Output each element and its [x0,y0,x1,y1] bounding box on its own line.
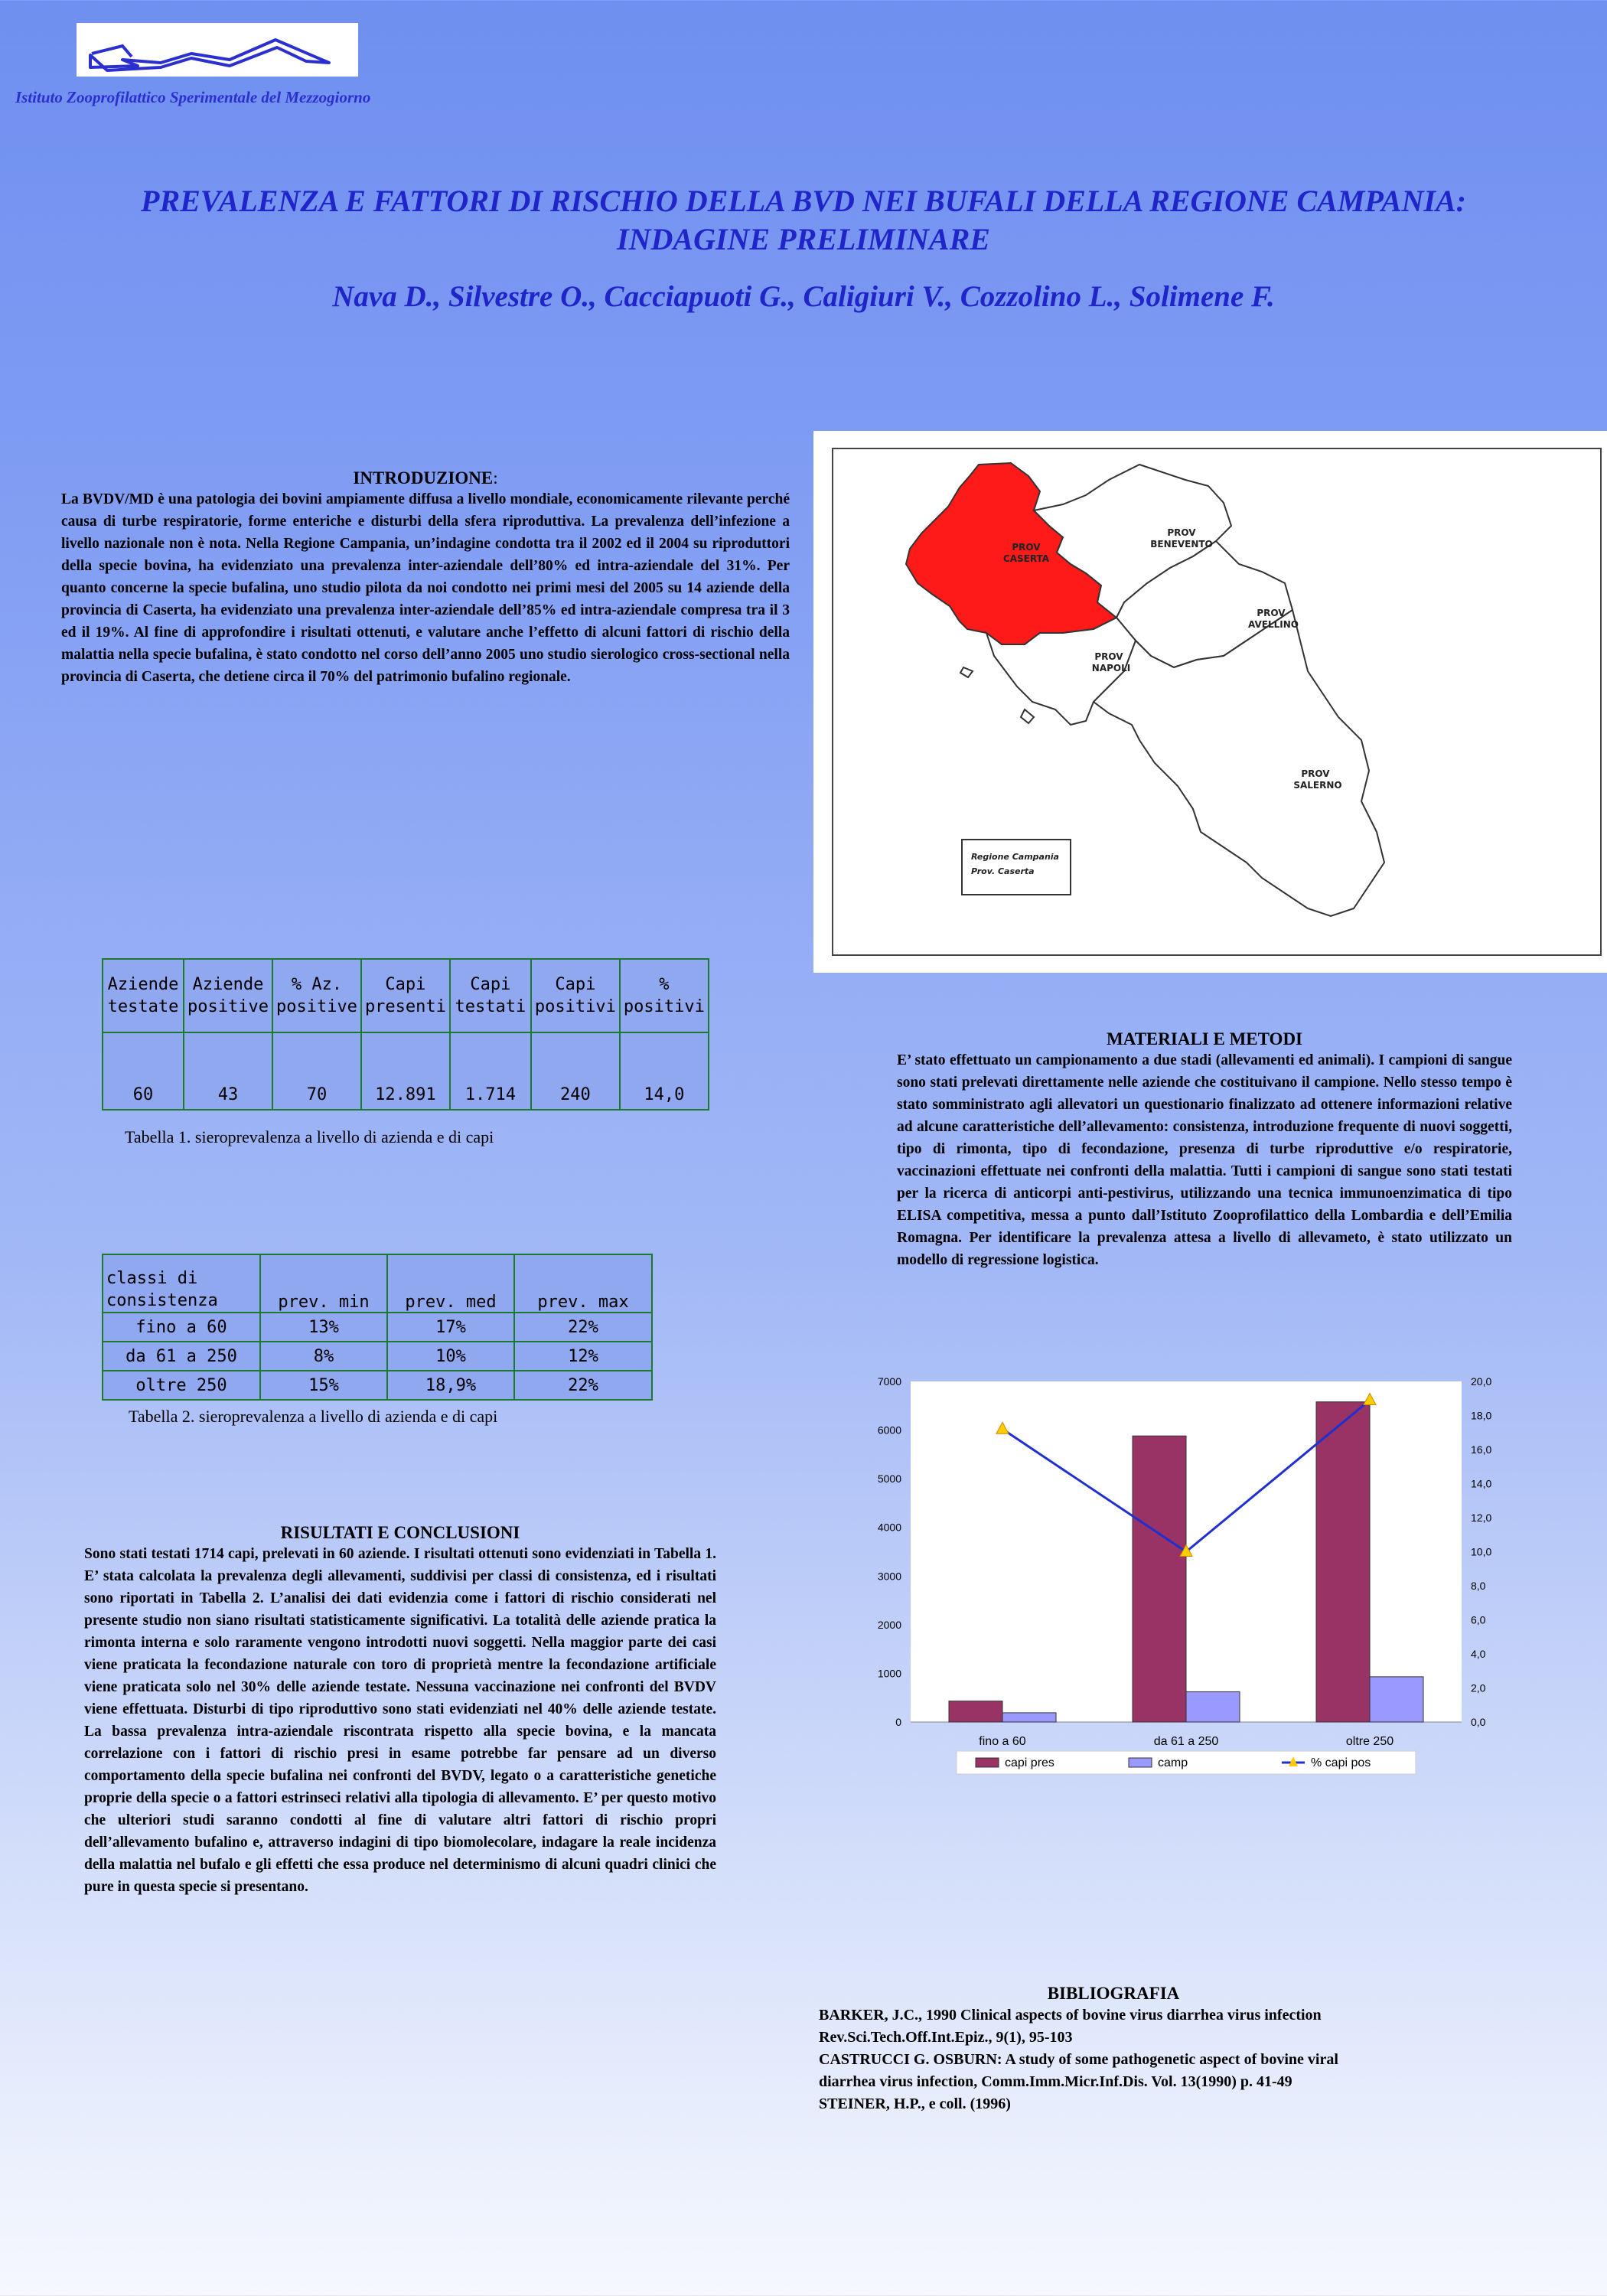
bibliography-line: Rev.Sci.Tech.Off.Int.Epiz., 9(1), 95-103 [819,2029,1073,2046]
legend-swatch [976,1758,999,1767]
y-left-tick-label: 6000 [877,1424,901,1437]
table-2-cell: 15% [260,1371,387,1400]
table-2-cell: 22% [514,1313,652,1342]
legend-label: camp [1158,1756,1188,1769]
x-tick-label: da 61 a 250 [1153,1735,1219,1748]
map-drawing [833,449,1600,954]
table-2-cell: 10% [387,1342,514,1371]
poster-title-line1: PREVALENZA E FATTORI DI RISCHIO DELLA BVD NEI BUFALI DELLA REGIONE CAMPANIA: [141,184,1466,218]
bar-camp [1002,1713,1056,1722]
table-2-cell: 17% [387,1313,514,1342]
poster-title [77,182,1530,259]
table-1-header: % Az. positive [272,959,361,1032]
bibliography-title: BIBLIOGRAFIA [1047,1984,1180,2003]
bar-camp [1370,1677,1423,1722]
label-caserta-line1: PROV [1012,542,1041,553]
x-tick-label: fino a 60 [979,1735,1026,1748]
label-avellino-line1: PROV [1257,608,1286,618]
table-2-cell: 12% [514,1342,652,1371]
results-section [84,1523,716,1898]
table-2-cell: 22% [514,1371,652,1400]
table-2-header: classi di consistenza [103,1254,260,1313]
table-2-cell: 13% [260,1313,387,1342]
table-1-header: Capi testati [450,959,531,1032]
label-napoli-line1: PROV [1094,651,1123,662]
table-2-row [103,1371,652,1400]
methods-text: E’ stato effettuato un campionamento a due stadi (allevamenti ed animali). I campioni di sangue sono stati prelevati direttamente nelle aziende che costituivano il campione. Nello stesso tempo è stato somministrato agli allevatori un questionario finalizzato ad ottenere informazioni relative ad alcune caratteristiche dell’allevamento: consistenza, introduzione frequente di nuovi soggetti, tipo di rimonta, tipo di fecondazione, presenza di turbe riproduttive e/o respiratorie, vaccinazioni effettuate nei confronti della malattia. Tutti i campioni di sangue sono stati testati per la ricerca di anticorpi anti-pestivirus, utilizzando una tecnica immunoenzimatica di tipo ELISA competitiva, messa a punto dall’Istituto Zooprofilattico della Lombardia e dell’Emilia Romagna. Per identificare la prevalenza attesa a livello di allevameto, è stato utilizzato un modello di regressione logistica. [897,1052,1512,1268]
province-salerno [1091,610,1384,916]
bar-capi-pres [1316,1402,1370,1722]
table-1-cell: 1.714 [450,1032,531,1110]
table-1-value-row [103,1032,709,1110]
table-2-cell: 8% [260,1342,387,1371]
logo-mark-icon [77,23,358,77]
table-2-caption: Tabella 2. sieroprevalenza a livello di azienda e di capi [129,1407,498,1426]
table-1-caption: Tabella 1. sieroprevalenza a livello di azienda e di capi [125,1127,494,1146]
bibliography-line: diarrhea virus infection, Comm.Imm.Micr.Inf.Dis. Vol. 13(1990) p. 41-49 [819,2073,1292,2090]
y-right-tick-label: 4,0 [1471,1648,1486,1660]
table-2-cell: 18,9% [387,1371,514,1400]
table-1-header: Capi presenti [361,959,450,1032]
table-2-cell: fino a 60 [103,1313,260,1342]
results-text: Sono stati testati 1714 capi, prelevati in 60 aziende. I risultati ottenuti sono evidenziati in Tabella 1. E’ stata calcolata la prevalenza degli allevamenti, suddivisi per classi di consistenza, ed i risultati sono riportati in Tabella 2. L’analisi dei dati evidenzia come i fattori di rischio considerati nel presente studio non siano risultati statisticamente significativi. La totalità delle aziende pratica la rimonta interna e solo raramente vengono introdotti nuovi soggetti. Nella maggior parte dei casi viene praticata la fecondazione naturale con toro di proprietà mentre la fecondazione artificiale viene praticata solo nel 30% delle aziende testate. Nessuna vaccinazione nei confronti del BVDV viene effettuata. Disturbi di tipo riproduttivo sono stati evidenziati nel 40% delle aziende testate. La bassa prevalenza intra-aziendale riscontrata rispetto alla specie bovina, e la mancata correlazione con i fattori di rischio presi in esame potrebbe far pensare ad un diverso comportamento della specie bufalina nei confronti del BVDV, legato o a caratteristiche genetiche proprie della specie o a fattori estrinseci relativi alla tipologia di allevamento. E’ per questo motivo che ulteriori studi saranno condotti al fine di valutare altri fattori di rischio propri dell’allevamento bufalino e, attraverso indagini di tipo biomolecolare, indagare la reale incidenza della malattia nel bufalo e gli effetti che essa produce nel determinismo di alcuni quadri clinici che pure in questa specie si presentano. [84,1546,716,1895]
table-1-header: Capi positivi [531,959,620,1032]
table-2-row [103,1342,652,1371]
table-1 [102,958,709,1110]
introduction-title: INTRODUZIONE: [353,468,498,488]
campania-map [813,431,1607,973]
table-1-cell: 70 [272,1032,361,1110]
bibliography-line: STEINER, H.P., e coll. (1996) [819,2095,1011,2112]
y-right-tick-label: 0,0 [1471,1716,1486,1728]
y-left-tick-label: 0 [895,1716,901,1728]
poster-authors: Nava D., Silvestre O., Cacciapuoti G., Caligiuri V., Cozzolino L., Solimene F. [332,280,1275,313]
poster-title-line2: INDAGINE PRELIMINARE [617,222,990,256]
label-caserta-line2: CASERTA [1002,553,1050,564]
y-right-tick-label: 18,0 [1471,1409,1492,1422]
table-1-cell: 60 [103,1032,184,1110]
table-2-header: prev. med [387,1254,514,1313]
bar-camp [1186,1692,1240,1722]
table-1-cell: 12.891 [361,1032,450,1110]
bar-capi-pres [949,1701,1002,1722]
y-right-tick-label: 6,0 [1471,1613,1486,1626]
table-2 [102,1254,653,1401]
chart-svg [857,1362,1515,1791]
results-title: RISULTATI E CONCLUSIONI [280,1523,520,1542]
table-2-cell: oltre 250 [103,1371,260,1400]
y-right-tick-label: 2,0 [1471,1681,1486,1694]
y-right-tick-label: 8,0 [1471,1580,1486,1592]
y-right-tick-label: 16,0 [1471,1443,1492,1456]
legend-label: % capi pos [1311,1756,1371,1769]
bibliography-line: BARKER, J.C., 1990 Clinical aspects of bovine virus diarrhea virus infection [819,2007,1322,2024]
y-left-tick-label: 2000 [877,1618,901,1631]
label-benevento-line2: BENEVENTO [1150,539,1213,550]
map-legend-line1: Regione Campania [971,852,1059,862]
table-1-header: % positivi [620,959,709,1032]
introduction-text: La BVDV/MD è una patologia dei bovini ampiamente diffusa a livello mondiale, economicamente rilevante perché causa di turbe respiratorie, forme enteriche e disturbi della sfera riproduttiva. La prevalenza dell’infezione a livello nazionale non è nota. Nella Regione Campania, un’indagine condotta tra il 2002 ed il 2004 su riproduttori della specie bovina, ha evidenziato una prevalenza inter-aziendale dell’80% ed intra-aziendale del 31%. Per quanto concerne la specie bufalina, uno studio pilota da noi condotto nei primi mesi del 2005 su 14 aziende della provincia di Caserta, ha evidenziato una prevalenza inter-aziendale dell’85% ed intra-aziendale compresa tra il 3 ed il 19%. Al fine di approfondire i risultati ottenuti, e valutare anche l’effetto di alcuni fattori di rischio della malattia nella specie bufalina, è stato condotto nel corso dell’anno 2005 uno studio sierologico cross-sectional nella provincia di Caserta, che detiene circa il 70% del patrimonio bufalino regionale. [61,491,790,685]
x-tick-label: oltre 250 [1345,1735,1394,1748]
table-2-cell: da 61 a 250 [103,1342,260,1371]
label-salerno-line2: SALERNO [1293,780,1342,791]
y-left-tick-label: 1000 [877,1667,901,1680]
table-1-header: Aziende positive [184,959,272,1032]
methods-title: MATERIALI E METODI [1106,1029,1303,1049]
y-right-tick-label: 14,0 [1471,1477,1492,1490]
table-1-cell: 240 [531,1032,620,1110]
y-left-tick-label: 4000 [877,1521,901,1534]
label-avellino-line2: AVELLINO [1248,619,1299,630]
label-benevento-line1: PROV [1167,527,1196,538]
bibliography-line: CASTRUCCI G. OSBURN: A study of some pathogenetic aspect of bovine viral [819,2051,1338,2068]
table-1-header-row [103,959,709,1032]
label-salerno-line1: PROV [1301,768,1330,779]
bar-capi-pres [1133,1436,1186,1722]
label-napoli-line2: NAPOLI [1091,663,1131,673]
legend-swatch [1129,1758,1152,1767]
table-1-cell: 14,0 [620,1032,709,1110]
y-left-tick-label: 5000 [877,1473,901,1486]
combo-chart [857,1362,1515,1791]
table-2-header: prev. max [514,1254,652,1313]
y-left-tick-label: 7000 [877,1375,901,1388]
methods-section [897,1029,1512,1271]
table-1-header: Aziende testate [103,959,184,1032]
institute-logo [77,23,358,77]
legend-label: capi pres [1005,1756,1054,1769]
table-2-row [103,1313,652,1342]
y-right-tick-label: 10,0 [1471,1545,1492,1558]
table-2-header-row [103,1254,652,1313]
bibliography-section [819,1982,1508,2115]
y-left-tick-label: 3000 [877,1570,901,1583]
table-2-header: prev. min [260,1254,387,1313]
introduction-section [61,468,790,688]
institute-name: Istituto Zooprofilattico Sperimentale del Mezzogiorno [15,88,371,106]
map-legend-line2: Prov. Caserta [971,866,1035,876]
table-1-cell: 43 [184,1032,272,1110]
y-right-tick-label: 12,0 [1471,1512,1492,1524]
map-panel [832,448,1602,956]
y-right-tick-label: 20,0 [1471,1375,1492,1388]
